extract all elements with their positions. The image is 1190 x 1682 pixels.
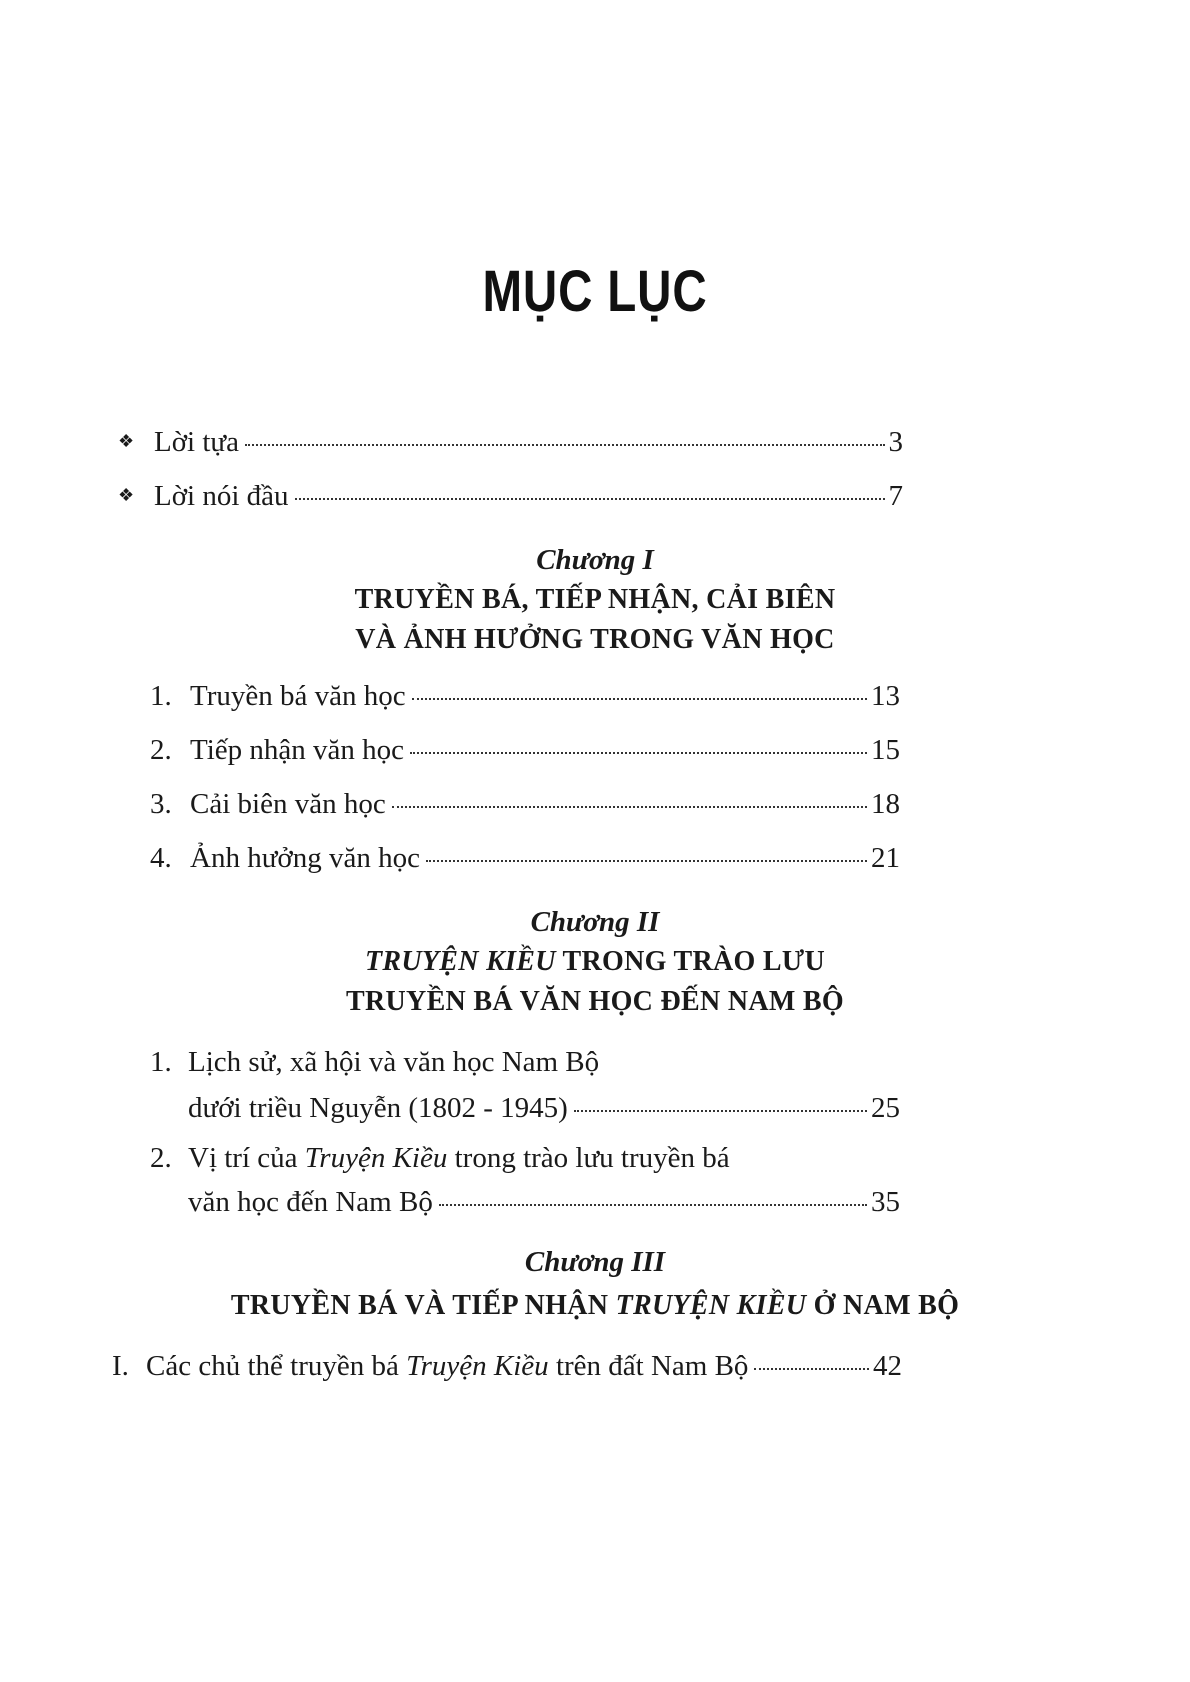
diamond-bullet-icon: ❖ bbox=[118, 485, 135, 505]
toc-entry-page: 13 bbox=[871, 680, 900, 712]
toc-entry-page: 25 bbox=[871, 1092, 900, 1124]
toc-entry-2-2-line-2[interactable] bbox=[188, 1184, 900, 1220]
toc-entry-1-3[interactable] bbox=[150, 786, 900, 822]
toc-entry-label-continued: dưới triều Nguyễn (1802 - 1945) bbox=[188, 1092, 568, 1124]
dot-leader bbox=[392, 806, 867, 808]
toc-entry-number: 2. bbox=[150, 734, 172, 766]
toc-entry-page: 3 bbox=[888, 426, 903, 458]
toc-entry-1-2[interactable] bbox=[150, 732, 900, 768]
toc-entry-loi-noi-dau[interactable] bbox=[118, 478, 903, 517]
dot-leader bbox=[295, 498, 885, 500]
toc-entry-label-continued: văn học đến Nam Bộ bbox=[188, 1186, 433, 1218]
toc-entry-label: Lời nói đầu bbox=[154, 480, 289, 512]
work-title: Truyện Kiều bbox=[304, 1142, 448, 1174]
chapter-1-label: Chương I bbox=[536, 544, 654, 576]
work-title: TRUYỆN KIỀU bbox=[364, 946, 556, 977]
chapter-3-label: Chương III bbox=[524, 1246, 666, 1278]
dot-leader bbox=[412, 698, 867, 700]
dot-leader bbox=[426, 860, 867, 862]
toc-entry-label-a: Các chủ thể truyền bá bbox=[146, 1350, 407, 1382]
page-title: MỤC LỤC bbox=[482, 259, 708, 324]
toc-entry-page: 18 bbox=[871, 788, 900, 820]
toc-entry-label: Lời tựa bbox=[154, 426, 240, 458]
toc-entry-page: 21 bbox=[871, 842, 900, 874]
chapter-3-title-b: Ở NAM BỘ bbox=[806, 1290, 960, 1321]
toc-entry-1-4[interactable] bbox=[150, 840, 900, 876]
chapter-2-title-line-1 bbox=[0, 946, 1190, 978]
toc-entry-2-2-line-1[interactable] bbox=[150, 1140, 730, 1176]
chapter-1-title-line-2: VÀ ẢNH HƯỞNG TRONG VĂN HỌC bbox=[355, 624, 835, 655]
toc-entry-number: 4. bbox=[150, 842, 172, 874]
toc-entry-loi-tua[interactable] bbox=[118, 424, 903, 463]
toc-entry-page: 35 bbox=[871, 1186, 900, 1218]
dot-leader bbox=[754, 1368, 869, 1370]
toc-entry-3-1[interactable] bbox=[112, 1348, 902, 1384]
diamond-bullet-icon: ❖ bbox=[118, 431, 135, 451]
toc-entry-label: Tiếp nhận văn học bbox=[190, 734, 404, 766]
toc-entry-page: 42 bbox=[873, 1350, 902, 1382]
toc-entry-number: 2. bbox=[150, 1142, 172, 1174]
toc-entry-number: I. bbox=[112, 1350, 129, 1382]
chapter-2-title-line-2: TRUYỀN BÁ VĂN HỌC ĐẾN NAM BỘ bbox=[346, 986, 844, 1017]
toc-entry-page: 7 bbox=[888, 480, 903, 512]
toc-entry-label-b: trên đất Nam Bộ bbox=[548, 1350, 749, 1382]
work-title: Truyện Kiều bbox=[406, 1350, 549, 1382]
toc-entry-number: 3. bbox=[150, 788, 172, 820]
chapter-1-title-line-1: TRUYỀN BÁ, TIẾP NHẬN, CẢI BIÊN bbox=[354, 584, 836, 615]
chapter-3-title-a: TRUYỀN BÁ VÀ TIẾP NHẬN bbox=[230, 1290, 616, 1321]
dot-leader bbox=[439, 1204, 867, 1206]
chapter-2-title-rest: TRONG TRÀO LƯU bbox=[555, 946, 826, 977]
toc-entry-1-1[interactable] bbox=[150, 678, 900, 714]
chapter-2-label: Chương II bbox=[530, 906, 660, 938]
toc-entry-label-b: trong trào lưu truyền bá bbox=[447, 1142, 730, 1174]
toc-entry-number: 1. bbox=[150, 680, 172, 712]
toc-entry-label: Lịch sử, xã hội và văn học Nam Bộ bbox=[188, 1046, 600, 1078]
dot-leader bbox=[245, 444, 884, 446]
toc-entry-label bbox=[146, 1348, 748, 1384]
toc-entry-2-1-line-1[interactable] bbox=[150, 1044, 599, 1080]
toc-entry-number: 1. bbox=[150, 1046, 172, 1078]
toc-entry-label: Cải biên văn học bbox=[190, 788, 386, 820]
toc-entry-2-1-line-2[interactable] bbox=[188, 1090, 900, 1126]
toc-entry-label: Ảnh hưởng văn học bbox=[190, 842, 420, 874]
chapter-3-title bbox=[0, 1290, 1190, 1322]
dot-leader bbox=[574, 1110, 867, 1112]
work-title: TRUYỆN KIỀU bbox=[615, 1290, 807, 1321]
toc-entry-page: 15 bbox=[871, 734, 900, 766]
toc-entry-label: Truyền bá văn học bbox=[190, 680, 406, 712]
dot-leader bbox=[410, 752, 867, 754]
toc-entry-label-a: Vị trí của bbox=[188, 1142, 305, 1174]
